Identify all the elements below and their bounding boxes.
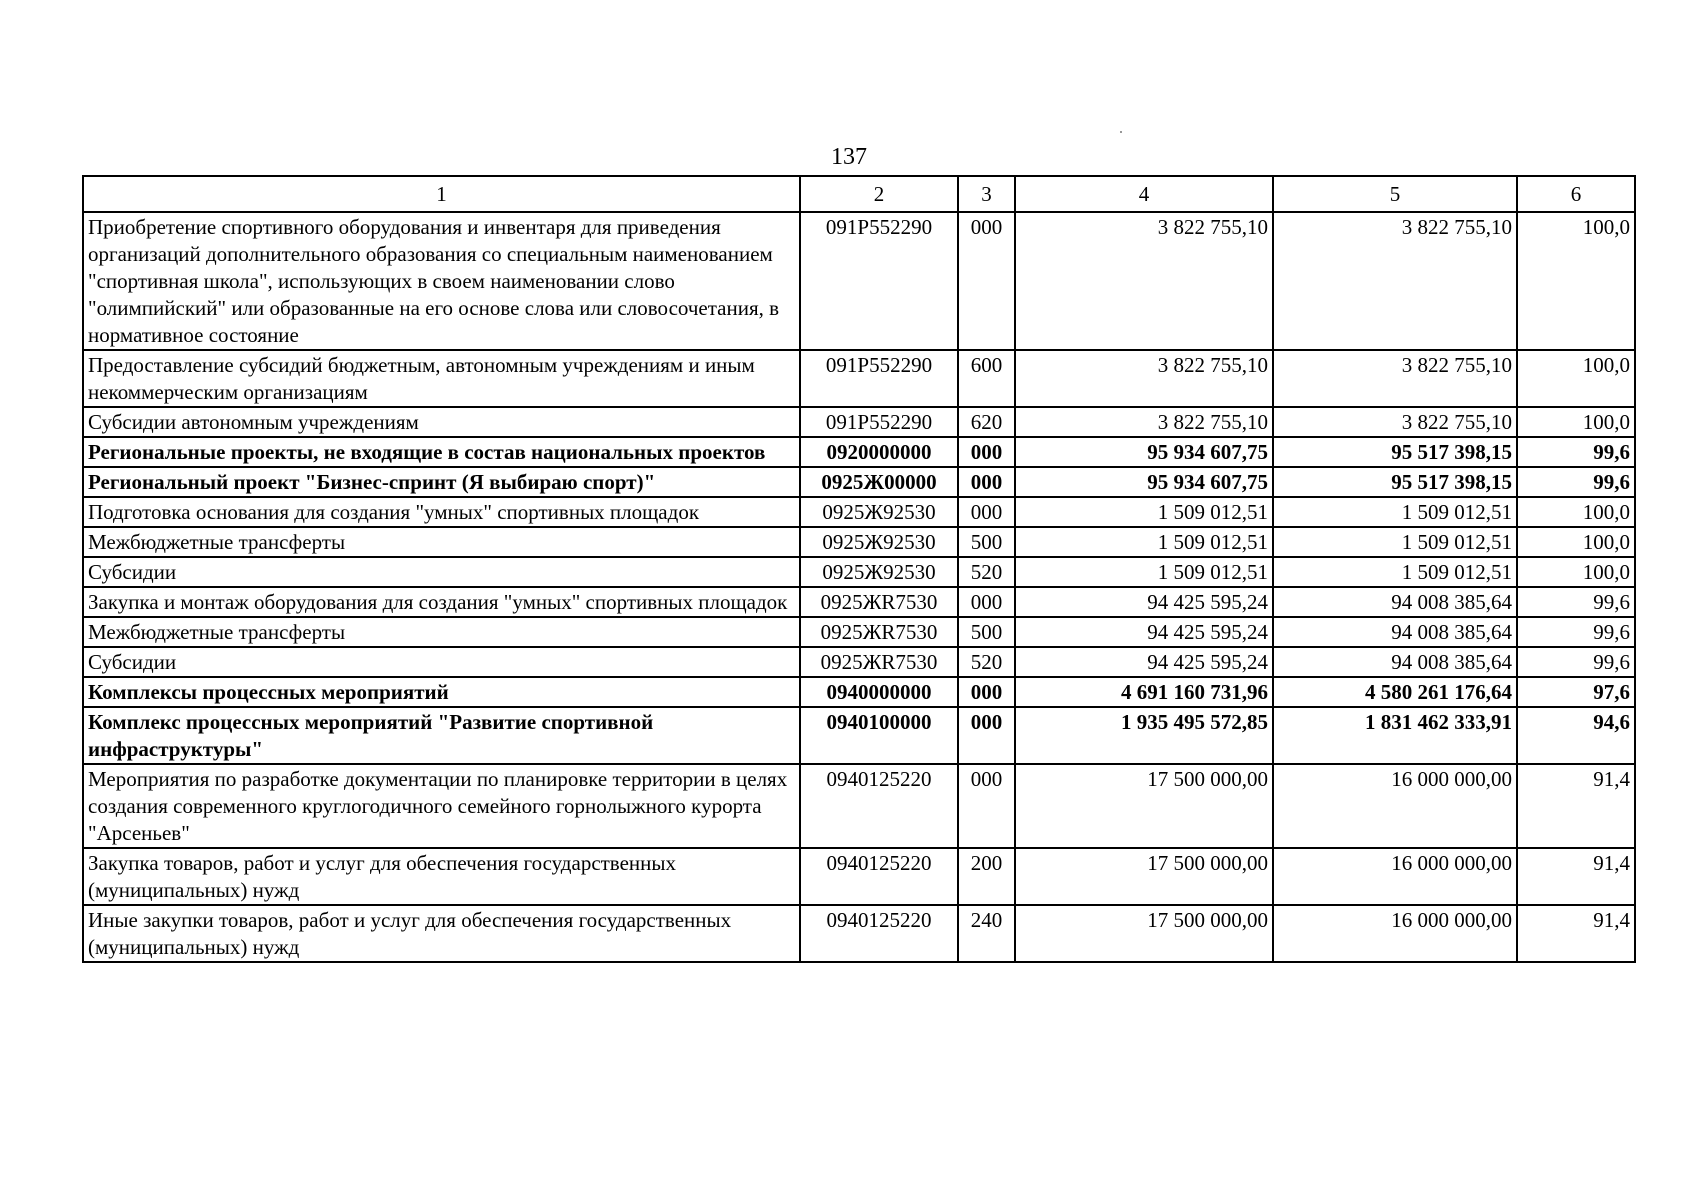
target-article-cell: 0940125220 — [800, 905, 958, 962]
target-article-cell: 0925Ж92530 — [800, 497, 958, 527]
row-name-cell: Подготовка основания для создания "умных" спортивных площадок — [83, 497, 800, 527]
table-row — [83, 764, 1635, 848]
target-article-cell: 0940000000 — [800, 677, 958, 707]
table-row — [83, 677, 1635, 707]
table-row — [83, 350, 1635, 407]
table-row — [83, 707, 1635, 764]
budget-table — [82, 175, 1636, 963]
scan-speck — [1120, 131, 1122, 133]
table-row — [83, 437, 1635, 467]
target-article-cell: 0920000000 — [800, 437, 958, 467]
actual-amount-cell: 3 822 755,10 — [1273, 350, 1517, 407]
percent-cell: 97,6 — [1517, 677, 1635, 707]
target-article-cell: 0940125220 — [800, 848, 958, 905]
actual-amount-cell: 16 000 000,00 — [1273, 848, 1517, 905]
percent-cell: 91,4 — [1517, 848, 1635, 905]
target-article-cell: 0925ЖR7530 — [800, 647, 958, 677]
table-row — [83, 527, 1635, 557]
percent-cell: 100,0 — [1517, 527, 1635, 557]
expense-type-cell: 520 — [958, 647, 1015, 677]
percent-cell: 100,0 — [1517, 497, 1635, 527]
planned-amount-cell: 3 822 755,10 — [1015, 350, 1273, 407]
percent-cell: 99,6 — [1517, 587, 1635, 617]
expense-type-cell: 000 — [958, 212, 1015, 350]
expense-type-cell: 000 — [958, 587, 1015, 617]
target-article-cell: 0940100000 — [800, 707, 958, 764]
planned-amount-cell: 4 691 160 731,96 — [1015, 677, 1273, 707]
expense-type-cell: 000 — [958, 764, 1015, 848]
table-row — [83, 557, 1635, 587]
page-number: 137 — [831, 144, 867, 170]
percent-cell: 99,6 — [1517, 437, 1635, 467]
actual-amount-cell: 1 509 012,51 — [1273, 497, 1517, 527]
planned-amount-cell: 95 934 607,75 — [1015, 467, 1273, 497]
expense-type-cell: 200 — [958, 848, 1015, 905]
percent-cell: 99,6 — [1517, 467, 1635, 497]
expense-type-cell: 240 — [958, 905, 1015, 962]
planned-amount-cell: 1 935 495 572,85 — [1015, 707, 1273, 764]
table-body — [83, 212, 1635, 962]
column-header: 1 — [83, 176, 800, 212]
actual-amount-cell: 1 831 462 333,91 — [1273, 707, 1517, 764]
row-name-cell: Межбюджетные трансферты — [83, 527, 800, 557]
actual-amount-cell: 16 000 000,00 — [1273, 764, 1517, 848]
target-article-cell: 0925Ж00000 — [800, 467, 958, 497]
row-name-cell: Приобретение спортивного оборудования и инвентаря для приведения организаций дополнительного образования со специальным наименованием "спортивная школа", использующих в своем наименовании слово "олимпийский" или образованные на его основе слова или словосочетания, в нормативное состояние — [83, 212, 800, 350]
table-row — [83, 467, 1635, 497]
expense-type-cell: 600 — [958, 350, 1015, 407]
table-row — [83, 647, 1635, 677]
actual-amount-cell: 94 008 385,64 — [1273, 617, 1517, 647]
percent-cell: 100,0 — [1517, 557, 1635, 587]
expense-type-cell: 000 — [958, 497, 1015, 527]
expense-type-cell: 000 — [958, 467, 1015, 497]
actual-amount-cell: 16 000 000,00 — [1273, 905, 1517, 962]
expense-type-cell: 500 — [958, 527, 1015, 557]
planned-amount-cell: 94 425 595,24 — [1015, 617, 1273, 647]
row-name-cell: Межбюджетные трансферты — [83, 617, 800, 647]
actual-amount-cell: 1 509 012,51 — [1273, 557, 1517, 587]
percent-cell: 99,6 — [1517, 617, 1635, 647]
target-article-cell: 0925ЖR7530 — [800, 587, 958, 617]
table-row — [83, 617, 1635, 647]
expense-type-cell: 000 — [958, 677, 1015, 707]
actual-amount-cell: 94 008 385,64 — [1273, 587, 1517, 617]
target-article-cell: 0925Ж92530 — [800, 527, 958, 557]
actual-amount-cell: 95 517 398,15 — [1273, 467, 1517, 497]
percent-cell: 99,6 — [1517, 647, 1635, 677]
planned-amount-cell: 95 934 607,75 — [1015, 437, 1273, 467]
expense-type-cell: 620 — [958, 407, 1015, 437]
planned-amount-cell: 17 500 000,00 — [1015, 905, 1273, 962]
planned-amount-cell: 1 509 012,51 — [1015, 557, 1273, 587]
actual-amount-cell: 3 822 755,10 — [1273, 212, 1517, 350]
target-article-cell: 091P552290 — [800, 212, 958, 350]
planned-amount-cell: 1 509 012,51 — [1015, 527, 1273, 557]
expense-type-cell: 000 — [958, 707, 1015, 764]
table-row — [83, 407, 1635, 437]
row-name-cell: Региональный проект "Бизнес-спринт (Я выбираю спорт)" — [83, 467, 800, 497]
row-name-cell: Субсидии автономным учреждениям — [83, 407, 800, 437]
expense-type-cell: 000 — [958, 437, 1015, 467]
target-article-cell: 091P552290 — [800, 350, 958, 407]
row-name-cell: Иные закупки товаров, работ и услуг для обеспечения государственных (муниципальных) нужд — [83, 905, 800, 962]
row-name-cell: Субсидии — [83, 647, 800, 677]
column-header: 2 — [800, 176, 958, 212]
row-name-cell: Закупка товаров, работ и услуг для обеспечения государственных (муниципальных) нужд — [83, 848, 800, 905]
row-name-cell: Региональные проекты, не входящие в состав национальных проектов — [83, 437, 800, 467]
percent-cell: 91,4 — [1517, 905, 1635, 962]
expense-type-cell: 520 — [958, 557, 1015, 587]
target-article-cell: 0940125220 — [800, 764, 958, 848]
column-header: 5 — [1273, 176, 1517, 212]
target-article-cell: 0925Ж92530 — [800, 557, 958, 587]
actual-amount-cell: 4 580 261 176,64 — [1273, 677, 1517, 707]
percent-cell: 91,4 — [1517, 764, 1635, 848]
table-row — [83, 905, 1635, 962]
row-name-cell: Комплекс процессных мероприятий "Развитие спортивной инфраструктуры" — [83, 707, 800, 764]
percent-cell: 94,6 — [1517, 707, 1635, 764]
percent-cell: 100,0 — [1517, 212, 1635, 350]
table-row — [83, 212, 1635, 350]
planned-amount-cell: 17 500 000,00 — [1015, 764, 1273, 848]
planned-amount-cell: 1 509 012,51 — [1015, 497, 1273, 527]
actual-amount-cell: 95 517 398,15 — [1273, 437, 1517, 467]
table-row — [83, 848, 1635, 905]
column-header: 3 — [958, 176, 1015, 212]
planned-amount-cell: 3 822 755,10 — [1015, 212, 1273, 350]
planned-amount-cell: 17 500 000,00 — [1015, 848, 1273, 905]
row-name-cell: Комплексы процессных мероприятий — [83, 677, 800, 707]
target-article-cell: 0925ЖR7530 — [800, 617, 958, 647]
row-name-cell: Субсидии — [83, 557, 800, 587]
percent-cell: 100,0 — [1517, 350, 1635, 407]
row-name-cell: Предоставление субсидий бюджетным, автономным учреждениям и иным некоммерческим организациям — [83, 350, 800, 407]
planned-amount-cell: 94 425 595,24 — [1015, 647, 1273, 677]
column-header: 6 — [1517, 176, 1635, 212]
table-row — [83, 497, 1635, 527]
row-name-cell: Закупка и монтаж оборудования для создания "умных" спортивных площадок — [83, 587, 800, 617]
actual-amount-cell: 1 509 012,51 — [1273, 527, 1517, 557]
planned-amount-cell: 94 425 595,24 — [1015, 587, 1273, 617]
planned-amount-cell: 3 822 755,10 — [1015, 407, 1273, 437]
table-row — [83, 587, 1635, 617]
table-header-row — [83, 176, 1635, 212]
expense-type-cell: 500 — [958, 617, 1015, 647]
actual-amount-cell: 94 008 385,64 — [1273, 647, 1517, 677]
target-article-cell: 091P552290 — [800, 407, 958, 437]
row-name-cell: Мероприятия по разработке документации по планировке территории в целях создания современного круглогодичного семейного горнолыжного курорта "Арсеньев" — [83, 764, 800, 848]
column-header: 4 — [1015, 176, 1273, 212]
percent-cell: 100,0 — [1517, 407, 1635, 437]
actual-amount-cell: 3 822 755,10 — [1273, 407, 1517, 437]
